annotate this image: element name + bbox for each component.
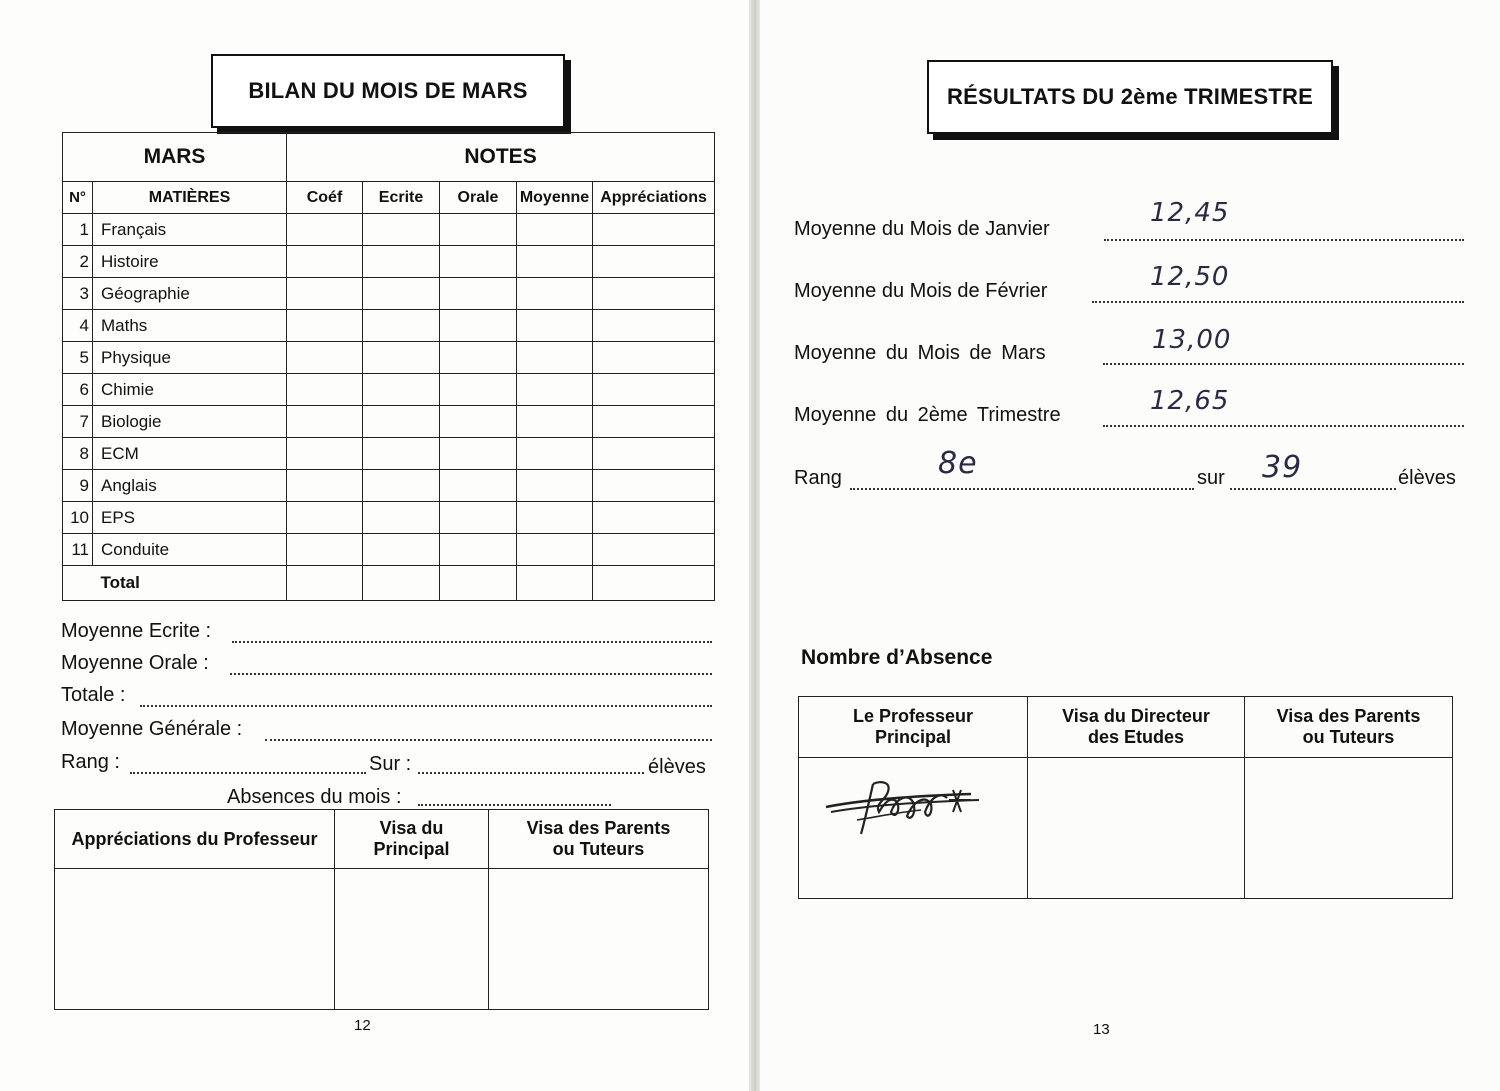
page-title: BILAN DU MOIS DE MARS — [211, 54, 565, 128]
result-label: Moyenne du 2ème Trimestre — [794, 404, 1061, 426]
grade-cell — [363, 406, 440, 438]
subject-name: Biologie — [93, 406, 287, 438]
grade-cell — [440, 534, 517, 566]
grade-cell — [363, 214, 440, 246]
grade-cell — [363, 278, 440, 310]
grade-cell — [287, 470, 363, 502]
dotted-line — [232, 641, 712, 643]
grade-cell — [287, 214, 363, 246]
dotted-line — [1104, 239, 1464, 241]
grade-cell — [593, 246, 715, 278]
grade-cell — [440, 246, 517, 278]
grade-cell — [287, 406, 363, 438]
grade-cell — [517, 438, 593, 470]
subject-name: Histoire — [93, 246, 287, 278]
grade-cell — [517, 310, 593, 342]
dotted-line — [418, 804, 611, 806]
grade-cell — [363, 502, 440, 534]
col-coef: Coéf — [287, 182, 363, 214]
total-spacer — [63, 566, 93, 601]
subject-number: 2 — [63, 246, 93, 278]
grade-cell — [593, 374, 715, 406]
visa-directeur-header: Visa du Directeur des Etudes — [1028, 697, 1245, 758]
moyenne-orale-label: Moyenne Orale : — [61, 652, 209, 674]
total-cell — [363, 566, 440, 601]
grade-cell — [287, 534, 363, 566]
page-number: 12 — [354, 1017, 371, 1034]
result-value-handwritten: 12,50 — [1150, 262, 1230, 292]
result-value-handwritten: 12,65 — [1150, 386, 1230, 416]
grade-cell — [363, 374, 440, 406]
subject-name: Anglais — [93, 470, 287, 502]
grade-cell — [593, 502, 715, 534]
grade-cell — [440, 278, 517, 310]
rang-value-handwritten: 8e — [938, 446, 978, 481]
dotted-line — [1103, 363, 1464, 365]
subject-row — [63, 502, 715, 534]
grade-cell — [363, 534, 440, 566]
visa-parents-header: Visa des Parents ou Tuteurs — [489, 810, 709, 869]
dotted-line — [265, 739, 712, 741]
grade-cell — [287, 342, 363, 374]
visa-parents-cell — [1245, 758, 1453, 899]
grade-cell — [287, 278, 363, 310]
signature-image — [821, 772, 991, 842]
professeur-principal-cell — [799, 758, 1028, 899]
visa-principal-header: Visa du Principal — [335, 810, 489, 869]
dotted-line — [1230, 488, 1396, 490]
col-matieres: MATIÈRES — [93, 182, 287, 214]
visa-parents-header: Visa des Parents ou Tuteurs — [1245, 697, 1453, 758]
subject-number: 1 — [63, 214, 93, 246]
dotted-line — [140, 705, 712, 707]
grade-cell — [440, 438, 517, 470]
grade-cell — [440, 406, 517, 438]
subject-number: 5 — [63, 342, 93, 374]
subject-row — [63, 406, 715, 438]
grade-cell — [593, 438, 715, 470]
subject-number: 11 — [63, 534, 93, 566]
visa-principal-cell — [335, 869, 489, 1010]
subject-row — [63, 214, 715, 246]
appreciations-cell — [55, 869, 335, 1010]
grade-cell — [517, 534, 593, 566]
notes-header: NOTES — [287, 133, 715, 182]
total-cell — [517, 566, 593, 601]
total-label: Total — [93, 566, 287, 601]
grade-cell — [287, 310, 363, 342]
col-moyenne: Moyenne — [517, 182, 593, 214]
totale-label: Totale : — [61, 684, 126, 706]
total-cell — [593, 566, 715, 601]
subject-name: Physique — [93, 342, 287, 374]
grade-cell — [517, 278, 593, 310]
subject-row — [63, 278, 715, 310]
dotted-line — [418, 772, 644, 774]
absence-title: Nombre d’Absence — [801, 646, 993, 669]
grade-cell — [363, 246, 440, 278]
grade-cell — [517, 406, 593, 438]
dotted-line — [230, 673, 712, 675]
subject-name: EPS — [93, 502, 287, 534]
grade-cell — [287, 246, 363, 278]
grade-cell — [363, 342, 440, 374]
grade-cell — [363, 470, 440, 502]
grade-cell — [517, 374, 593, 406]
col-orale: Orale — [440, 182, 517, 214]
page-number: 13 — [1093, 1021, 1110, 1038]
rang-label: Rang — [794, 467, 842, 489]
notes-table — [62, 132, 715, 601]
col-ecrite: Ecrite — [363, 182, 440, 214]
subject-name: ECM — [93, 438, 287, 470]
grade-cell — [440, 310, 517, 342]
grade-cell — [440, 374, 517, 406]
moyenne-ecrite-label: Moyenne Ecrite : — [61, 620, 212, 642]
sur-value-handwritten: 39 — [1262, 450, 1303, 485]
result-label: Moyenne du Mois de Février — [794, 280, 1048, 302]
grade-cell — [593, 310, 715, 342]
grade-cell — [593, 470, 715, 502]
subject-row — [63, 534, 715, 566]
grade-cell — [440, 214, 517, 246]
subject-row — [63, 470, 715, 502]
subject-number: 9 — [63, 470, 93, 502]
eleves-label: élèves — [648, 756, 706, 778]
grade-cell — [593, 406, 715, 438]
professeur-principal-header: Le Professeur Principal — [799, 697, 1028, 758]
grade-cell — [593, 214, 715, 246]
result-label: Moyenne du Mois de Mars — [794, 342, 1046, 364]
result-value-handwritten: 12,45 — [1150, 198, 1230, 228]
absence-signature-table — [798, 696, 1453, 899]
result-value-handwritten: 13,00 — [1152, 325, 1232, 355]
subject-name: Français — [93, 214, 287, 246]
eleves-label: élèves — [1398, 467, 1456, 489]
subject-number: 3 — [63, 278, 93, 310]
rang-label: Rang : — [61, 751, 120, 773]
right-page — [760, 0, 1500, 1091]
col-appreciations: Appréciations — [593, 182, 715, 214]
grade-cell — [287, 374, 363, 406]
subject-number: 8 — [63, 438, 93, 470]
absences-label: Absences du mois : — [227, 786, 402, 808]
subject-row — [63, 374, 715, 406]
subject-name: Géographie — [93, 278, 287, 310]
grade-cell — [440, 470, 517, 502]
sur-label: sur — [1197, 467, 1225, 489]
grade-cell — [517, 246, 593, 278]
dotted-line — [130, 772, 366, 774]
subject-row — [63, 342, 715, 374]
grade-cell — [440, 342, 517, 374]
subject-row — [63, 310, 715, 342]
visa-parents-cell — [489, 869, 709, 1010]
subject-name: Maths — [93, 310, 287, 342]
grade-cell — [517, 470, 593, 502]
page-title: RÉSULTATS DU 2ème TRIMESTRE — [927, 60, 1333, 134]
visa-directeur-cell — [1028, 758, 1245, 899]
dotted-line — [850, 488, 1194, 490]
moyenne-generale-label: Moyenne Générale : — [61, 718, 243, 740]
subject-number: 4 — [63, 310, 93, 342]
subject-name: Chimie — [93, 374, 287, 406]
grade-cell — [287, 438, 363, 470]
signature-table — [54, 809, 709, 1010]
total-cell — [440, 566, 517, 601]
dotted-line — [1092, 301, 1464, 303]
total-cell — [287, 566, 363, 601]
subject-row — [63, 246, 715, 278]
grade-cell — [517, 502, 593, 534]
subject-number: 6 — [63, 374, 93, 406]
grade-cell — [440, 502, 517, 534]
subject-row — [63, 438, 715, 470]
subject-number: 7 — [63, 406, 93, 438]
grade-cell — [517, 214, 593, 246]
grade-cell — [363, 310, 440, 342]
dotted-line — [1103, 425, 1464, 427]
grade-cell — [517, 342, 593, 374]
result-label: Moyenne du Mois de Janvier — [794, 218, 1050, 240]
grade-cell — [287, 502, 363, 534]
month-header: MARS — [63, 133, 287, 182]
grade-cell — [593, 534, 715, 566]
grade-cell — [363, 438, 440, 470]
subject-number: 10 — [63, 502, 93, 534]
grade-cell — [593, 278, 715, 310]
subject-name: Conduite — [93, 534, 287, 566]
col-no: N° — [63, 182, 93, 214]
sur-label: Sur : — [369, 753, 412, 775]
appreciations-header: Appréciations du Professeur — [55, 810, 335, 869]
grade-cell — [593, 342, 715, 374]
